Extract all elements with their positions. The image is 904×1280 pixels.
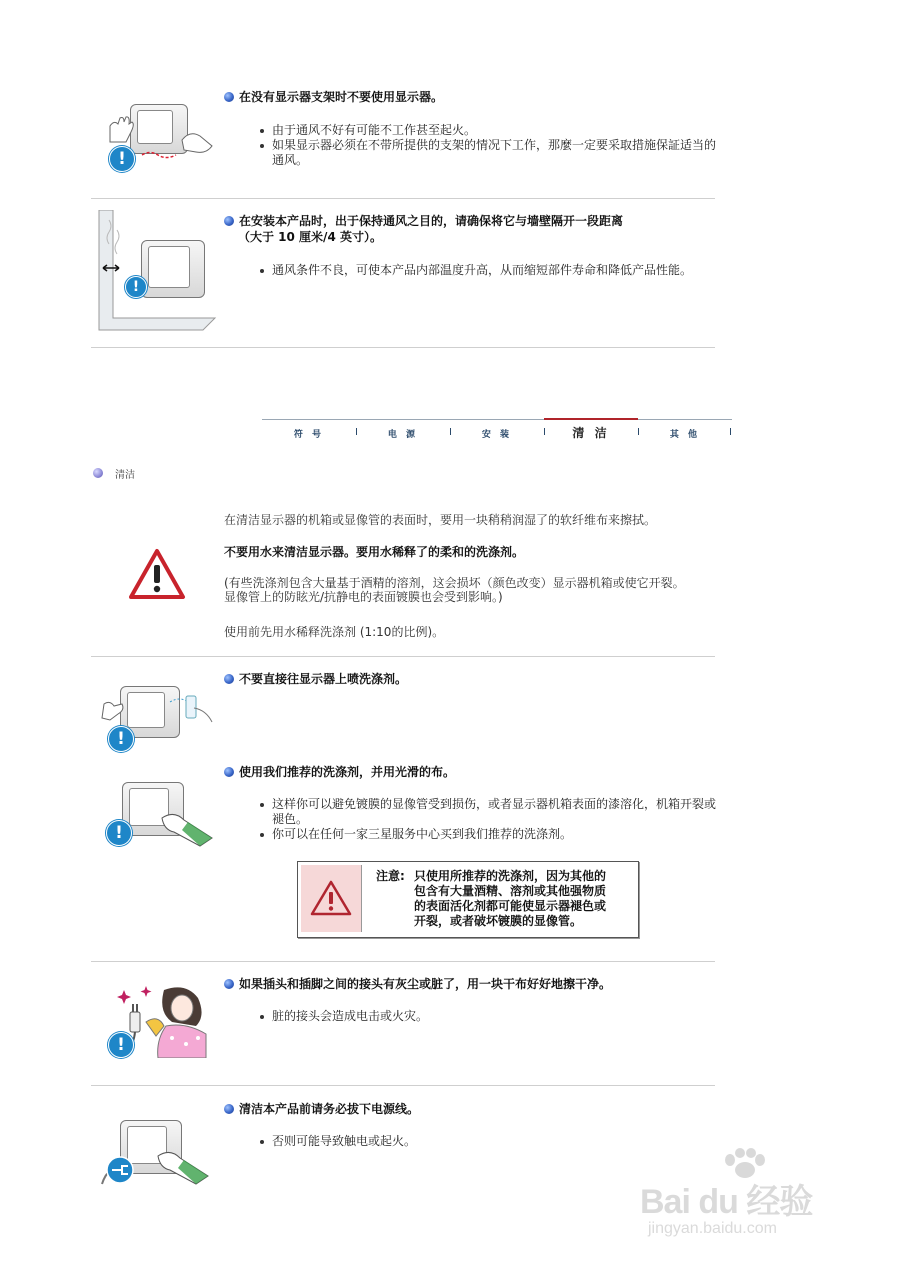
cloth-icon [160,808,214,848]
caution-text: 只使用所推荐的洗涤剂，因为其他的 包含有大量酒精、溶剂或其他强物质 的表面活化剂都可能使显示器褪色或 开裂，或者破坏镀膜的显像管。 [414,869,607,928]
section2-heading: 在安装本产品时，出于保持通风之目的，请确保将它与墙壁隔开一段距离 （大于 10 厘米/4 英寸）。 [224,213,623,245]
list-item: 由于通风不好有可能不工作甚至起火。 [258,123,718,138]
section4-heading: 使用我们推荐的洗涤剂，并用光滑的布。 [224,764,455,780]
section5-heading: 如果插头和插脚之间的接头有灰尘或脏了，用一块干布好好地擦干净。 [224,976,611,992]
warning-triangle-icon [128,548,186,600]
section6-list [258,1134,718,1149]
tab-cleaning[interactable]: 清 洁 [572,426,610,440]
bullet-icon [224,979,234,989]
tab-install[interactable]: 安 装 [481,430,513,440]
section-bullet-icon [93,468,103,478]
baidu-jingyan-watermark [640,1148,860,1248]
watermark-logo-text: Bai du 经验 [640,1183,813,1221]
caution-label: 注意: [376,869,405,883]
monitor-icon [141,240,205,298]
unplug-cleaning-illustration [98,1118,214,1192]
divider [91,961,715,962]
section3-heading: 不要直接往显示器上喷洗涤剂。 [224,671,407,687]
tab-symbols[interactable]: 符 号 [293,430,325,440]
smooth-cloth-illustration [104,780,214,848]
tab-active-indicator [544,418,638,420]
hand-icon [100,698,126,722]
section5-list [258,1009,718,1024]
warning-exclamation-icon: ! [108,726,134,752]
section1-list [258,123,718,168]
divider [91,198,715,199]
caution-icon-panel [301,865,362,932]
spray-illustration [100,680,216,752]
list-item: 通风条件不良，可使本产品内部温度升高，从而缩短部件寿命和降低产品性能。 [258,263,718,278]
section-tab-bar [262,419,732,442]
divider [91,1085,715,1086]
bullet-icon [224,767,234,777]
warning-exclamation-icon: ! [125,276,147,298]
warning-exclamation-icon: ! [106,820,132,846]
warning-exclamation-icon: ! [109,146,135,172]
wall-distance-illustration [93,210,217,332]
list-item: 你可以在任何一家三星服务中心买到我们推荐的洗涤剂。 [258,827,718,842]
list-item: 这样你可以避免镀膜的显像管受到损伤，或者显示器机箱表面的漆溶化，机箱开裂或褪色。 [258,797,718,827]
bullet-icon [224,92,234,102]
list-item: 脏的接头会造成电击或火灾。 [258,1009,718,1024]
caution-triangle-icon [309,879,353,917]
caution-box [297,861,639,938]
section-title: 清洁 [93,466,135,481]
hand-icon [106,114,136,144]
unplug-icon [98,1154,144,1190]
intro-paragraph-2: 不要用水来清洁显示器。要用水稀释了的柔和的洗涤剂。 [224,545,525,559]
watermark-url: jingyan.baidu.com [648,1220,777,1237]
monitor-no-stand-illustration [106,100,216,175]
hand-right-icon [180,126,214,156]
spray-bottle-icon [164,688,214,728]
plug-cleaning-illustration [106,982,210,1058]
intro-paragraph-4: 使用前先用水稀释洗涤剂 (1:10的比例)。 [224,625,445,639]
tab-other[interactable]: 其 他 [669,430,701,440]
bullet-icon [224,1104,234,1114]
cloth-icon [156,1146,212,1186]
bullet-icon [224,674,234,684]
bullet-icon [224,216,234,226]
tab-power[interactable]: 电 源 [387,430,419,440]
intro-paragraph-3: (有些洗涤剂包含大量基于酒精的溶剂，这会损坏（颜色改变）显示器机箱或使它开裂。 显像管上的防眩光/抗静电的表面镀膜也会受到影响。) [224,576,685,604]
divider [91,347,715,348]
list-item: 否则可能导致触电或起火。 [258,1134,718,1149]
section1-heading: 在没有显示器支架时不要使用显示器。 [224,89,443,105]
section2-list [258,263,718,278]
warning-exclamation-icon: ! [108,1032,134,1058]
section4-list [258,797,718,842]
divider [91,656,715,657]
section6-heading: 清洁本产品前请务必拔下电源线。 [224,1101,419,1117]
list-item: 如果显示器必须在不带所提供的支架的情况下工作，那麼一定要采取措施保証适当的通风。 [258,138,718,168]
intro-paragraph-1: 在清洁显示器的机箱或显像管的表面时，要用一块稍稍润湿了的软纤维布来擦拭。 [224,513,657,527]
vent-airflow-icon [140,150,180,160]
